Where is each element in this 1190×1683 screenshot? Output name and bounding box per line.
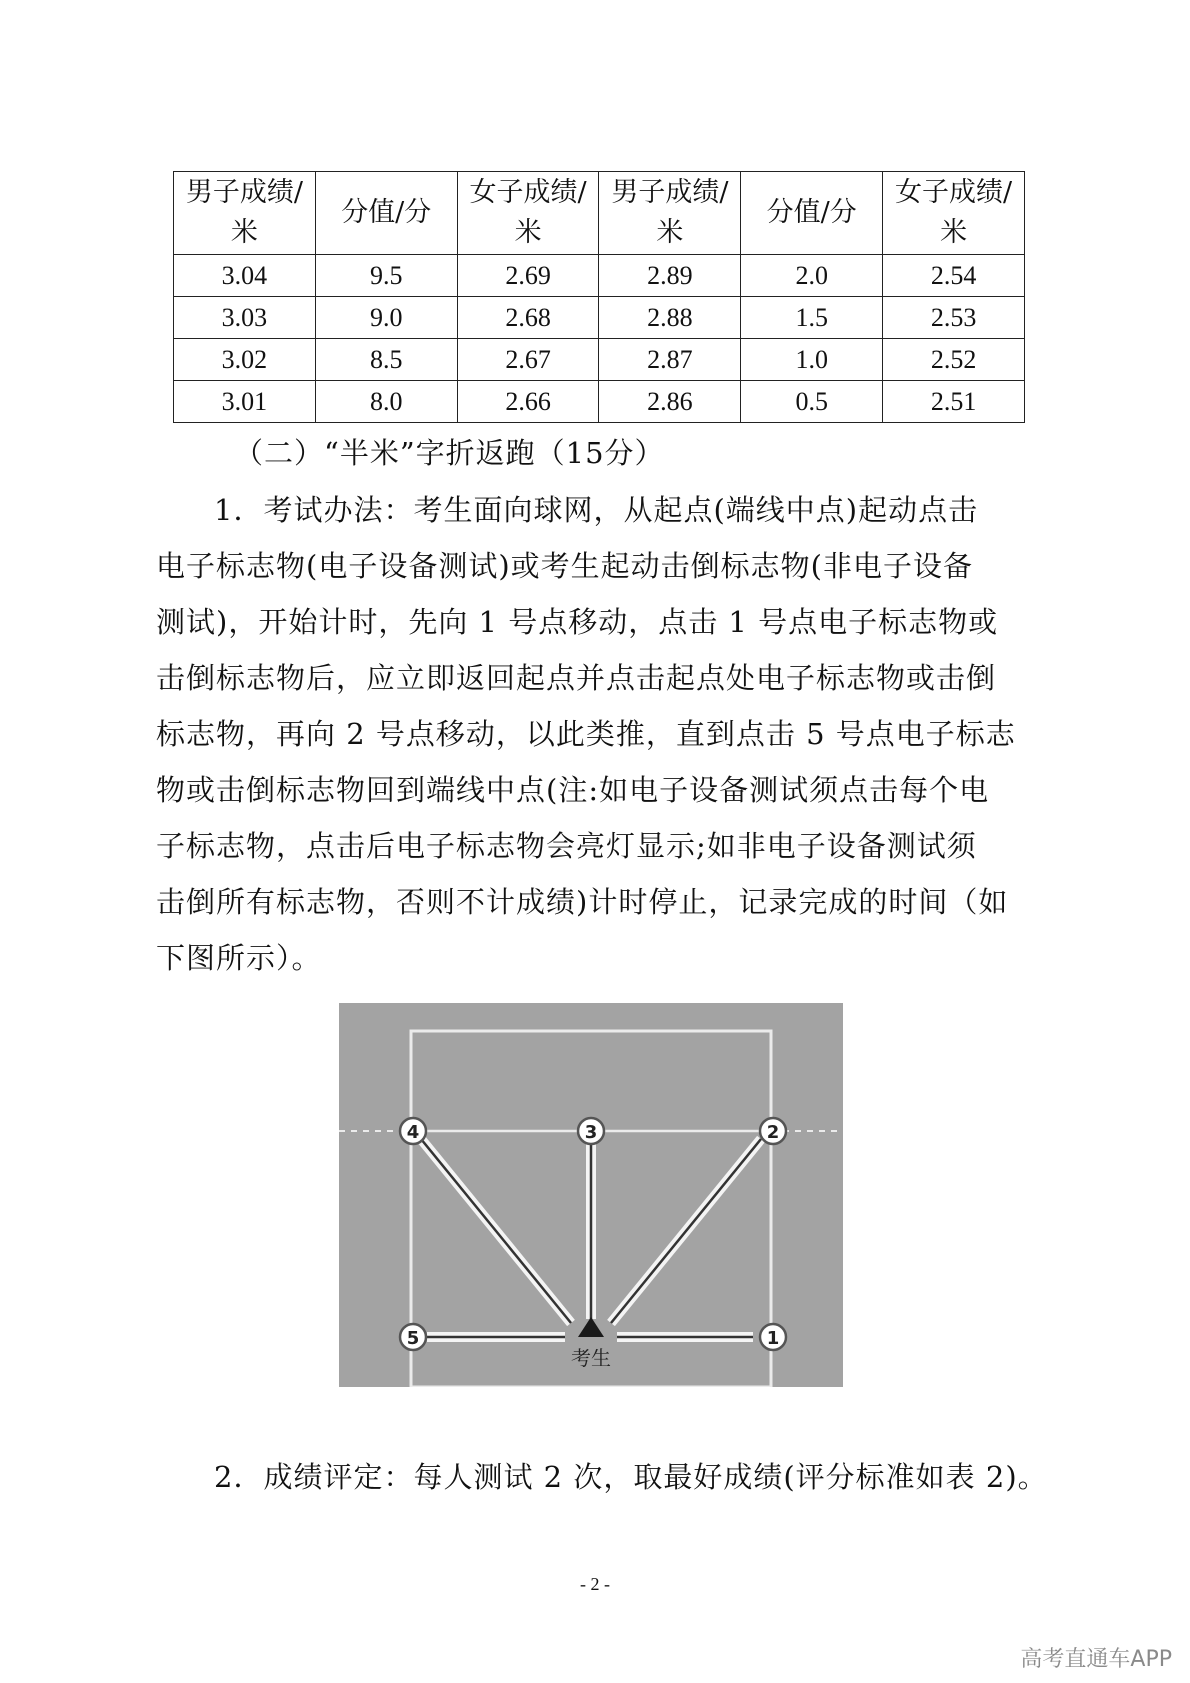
table-cell: 1.0 bbox=[741, 339, 883, 381]
point-label: 2 bbox=[766, 1122, 780, 1143]
watermark: 高考直通车APP bbox=[1020, 1647, 1172, 1672]
table-cell: 2.68 bbox=[457, 297, 599, 339]
table-cell: 2.89 bbox=[599, 255, 741, 297]
paragraph-line: 击倒标志物后，应立即返回起点并点击起点处电子标志物或击倒 bbox=[156, 661, 997, 695]
paragraph-line: 击倒所有标志物，否则不计成绩)计时停止，记录完成的时间（如 bbox=[156, 885, 1009, 919]
table-row bbox=[174, 339, 1025, 381]
paragraph-line: 1．考试办法：考生面向球网，从起点(端线中点)起动点击 bbox=[214, 493, 979, 527]
header-male-score-1: 男子成绩/米 bbox=[174, 172, 316, 255]
section-title: （二）“半米”字折返跑（15分） bbox=[234, 436, 665, 470]
paragraph-line: 测试)，开始计时，先向 1 号点移动，点击 1 号点电子标志物或 bbox=[156, 605, 999, 639]
marker-point-1 bbox=[760, 1324, 786, 1350]
table-cell: 3.01 bbox=[174, 381, 316, 423]
paragraph-line: 子标志物，点击后电子标志物会亮灯显示;如非电子设备测试须 bbox=[156, 829, 977, 863]
point-label: 3 bbox=[584, 1122, 598, 1143]
header-points-1: 分值/分 bbox=[315, 172, 457, 255]
table-cell: 2.87 bbox=[599, 339, 741, 381]
table-cell: 2.54 bbox=[883, 255, 1025, 297]
table-cell: 2.88 bbox=[599, 297, 741, 339]
table-cell: 2.53 bbox=[883, 297, 1025, 339]
score-table bbox=[173, 171, 1025, 423]
marker-point-3 bbox=[578, 1118, 604, 1144]
table-cell: 9.5 bbox=[315, 255, 457, 297]
marker-point-2 bbox=[760, 1118, 786, 1144]
start-label: 考生 bbox=[571, 1346, 611, 1370]
table-cell: 2.86 bbox=[599, 381, 741, 423]
paragraph-line: 电子标志物(电子设备测试)或考生起动击倒标志物(非电子设备 bbox=[156, 549, 973, 583]
header-male-score-2: 男子成绩/米 bbox=[599, 172, 741, 255]
table-cell: 2.0 bbox=[741, 255, 883, 297]
point-label: 5 bbox=[406, 1328, 420, 1349]
table-row bbox=[174, 297, 1025, 339]
point-label: 1 bbox=[766, 1328, 780, 1349]
point-label: 4 bbox=[406, 1122, 420, 1143]
table-cell: 2.51 bbox=[883, 381, 1025, 423]
table-cell: 3.04 bbox=[174, 255, 316, 297]
table-row bbox=[174, 255, 1025, 297]
marker-point-5 bbox=[400, 1324, 426, 1350]
table-header-row bbox=[174, 172, 1025, 255]
table-cell: 1.5 bbox=[741, 297, 883, 339]
table-cell: 8.5 bbox=[315, 339, 457, 381]
table-cell: 3.03 bbox=[174, 297, 316, 339]
half-mi-shuttle-run-diagram bbox=[339, 1003, 843, 1387]
paragraph-line: 物或击倒标志物回到端线中点(注:如电子设备测试须点击每个电 bbox=[156, 773, 990, 807]
table-cell: 2.67 bbox=[457, 339, 599, 381]
table-cell: 2.52 bbox=[883, 339, 1025, 381]
table-cell: 0.5 bbox=[741, 381, 883, 423]
table-cell: 9.0 bbox=[315, 297, 457, 339]
marker-point-4 bbox=[400, 1118, 426, 1144]
page-number: - 2 - bbox=[580, 1574, 610, 1594]
scoring-line: 2．成绩评定：每人测试 2 次，取最好成绩(评分标准如表 2)。 bbox=[214, 1460, 1048, 1494]
table-cell: 3.02 bbox=[174, 339, 316, 381]
header-female-score-1: 女子成绩/米 bbox=[457, 172, 599, 255]
header-points-2: 分值/分 bbox=[741, 172, 883, 255]
table-row bbox=[174, 381, 1025, 423]
table-cell: 2.69 bbox=[457, 255, 599, 297]
paragraph-line: 标志物，再向 2 号点移动，以此类推，直到点击 5 号点电子标志 bbox=[156, 717, 1016, 751]
table-cell: 2.66 bbox=[457, 381, 599, 423]
header-female-score-2: 女子成绩/米 bbox=[883, 172, 1025, 255]
table-cell: 8.0 bbox=[315, 381, 457, 423]
paragraph-line: 下图所示）。 bbox=[156, 941, 322, 975]
